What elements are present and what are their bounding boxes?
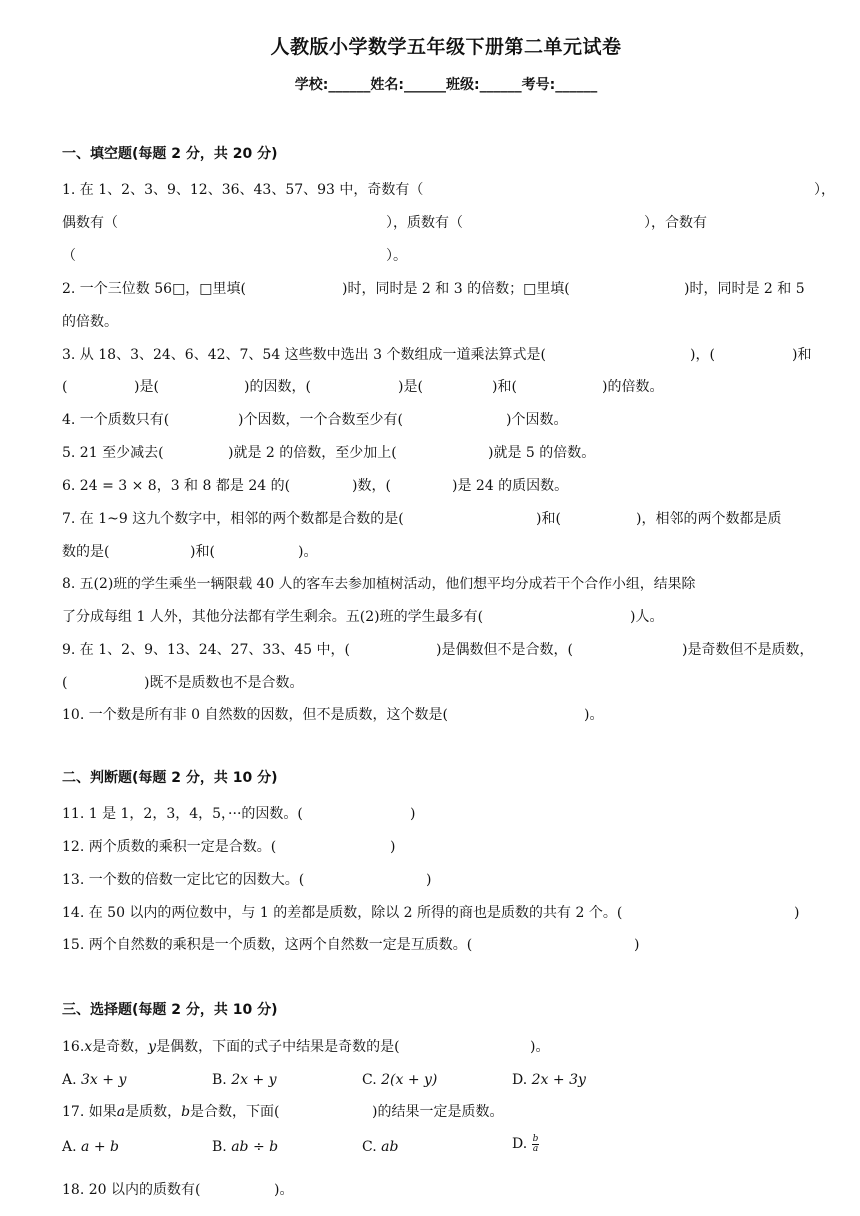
question-18: 18. 20 以内的质数有( )。 — [62, 1182, 294, 1198]
question-7-line-2: 数的是( )和( )。 — [62, 544, 318, 560]
q17-option-d[interactable]: D. $\frac{b}{a}$ — [512, 1133, 539, 1154]
question-7-line-1: 7. 在 1~9 这九个数字中，相邻的两个数都是合数的是( )和( )，相邻的两个数都是质 — [62, 511, 782, 527]
question-4: 4. 一个质数只有( )个因数，一个合数至少有( )个因数。 — [62, 412, 568, 428]
question-10: 10. 一个数是所有非 0 自然数的因数，但不是质数，这个数是( )。 — [62, 707, 604, 723]
question-8-line-1: 8. 五(2)班的学生乘坐一辆限载 40 人的客车去参加植树活动，他们想平均分成若干个合作小组，结果除 — [62, 576, 696, 592]
student-info-line: 学校:______姓名:______班级:______考号:______ — [294, 77, 598, 93]
question-8-line-2: 了分成每组 1 人外，其他分法都有学生剩余。五(2)班的学生最多有( )人。 — [62, 609, 664, 625]
question-2-line-2: 的倍数。 — [62, 314, 118, 330]
page-title: 人教版小学数学五年级下册第二单元试卷 — [270, 36, 622, 58]
question-12: 12. 两个质数的乘积一定是合数。( ) — [62, 839, 396, 855]
question-16: 16.x是奇数，y是偶数，下面的式子中结果是奇数的是( )。 — [62, 1039, 550, 1055]
question-15: 15. 两个自然数的乘积是一个质数，这两个自然数一定是互质数。( ) — [62, 937, 640, 953]
section-heading-true-false: 二、判断题(每题 2 分，共 10 分) — [62, 770, 278, 786]
question-3-line-1: 3. 从 18、3、24、6、42、7、54 这些数中选出 3 个数组成一道乘法算式是( )，( )和 — [62, 347, 812, 363]
question-9-line-1: 9. 在 1、2、9、13、24、27、33、45 中，( )是偶数但不是合数，( )是奇数但不是质数， — [62, 642, 814, 658]
section-heading-multiple-choice: 三、选择题(每题 2 分，共 10 分) — [62, 1002, 278, 1018]
question-14: 14. 在 50 以内的两位数中，与 1 的差都是质数，除以 2 所得的商也是质数的共有 2 个。( ) — [62, 905, 800, 921]
q17-option-c[interactable]: C. ab — [362, 1139, 399, 1155]
fraction-b-over-a: $\frac{b}{a}$ — [532, 1133, 539, 1154]
q16-option-b[interactable]: B. 2x + y — [212, 1072, 277, 1088]
question-13: 13. 一个数的倍数一定比它的因数大。( ) — [62, 872, 432, 888]
q17-option-b[interactable]: B. ab ÷ b — [212, 1139, 279, 1155]
q16-option-d[interactable]: D. 2x + 3y — [512, 1072, 586, 1088]
question-5: 5. 21 至少减去( )就是 2 的倍数，至少加上( )就是 5 的倍数。 — [62, 445, 596, 461]
question-9-line-2: ( )既不是质数也不是合数。 — [62, 675, 304, 691]
question-2-line-1: 2. 一个三位数 56□，□里填( )时，同时是 2 和 3 的倍数；□里填( )时，同时是 2 和 5 — [62, 281, 805, 297]
q16-option-a[interactable]: A. 3x + y — [62, 1072, 127, 1088]
question-1-line-3: （ ）。 — [62, 248, 407, 264]
question-11: 11. 1 是 1，2，3，4，5，···的因数。( ) — [62, 806, 416, 822]
question-1-line-2: 偶数有（ ），质数有（ ），合数有 — [62, 215, 707, 231]
q17-option-a[interactable]: A. a + b — [62, 1139, 119, 1155]
question-3-line-2: ( )是( )的因数，( )是( )和( )的倍数。 — [62, 379, 664, 395]
question-1-line-1: 1. 在 1、2、3、9、12、36、43、57、93 中，奇数有（ ）， — [62, 182, 835, 198]
question-6: 6. 24 = 3 × 8，3 和 8 都是 24 的( )数，( )是 24 的质因数。 — [62, 478, 569, 494]
q16-option-c[interactable]: C. 2(x + y) — [362, 1072, 438, 1088]
question-17: 17. 如果a是质数，b是合数，下面( )的结果一定是质数。 — [62, 1104, 504, 1120]
section-heading-fill-in: 一、填空题(每题 2 分，共 20 分) — [62, 146, 278, 162]
